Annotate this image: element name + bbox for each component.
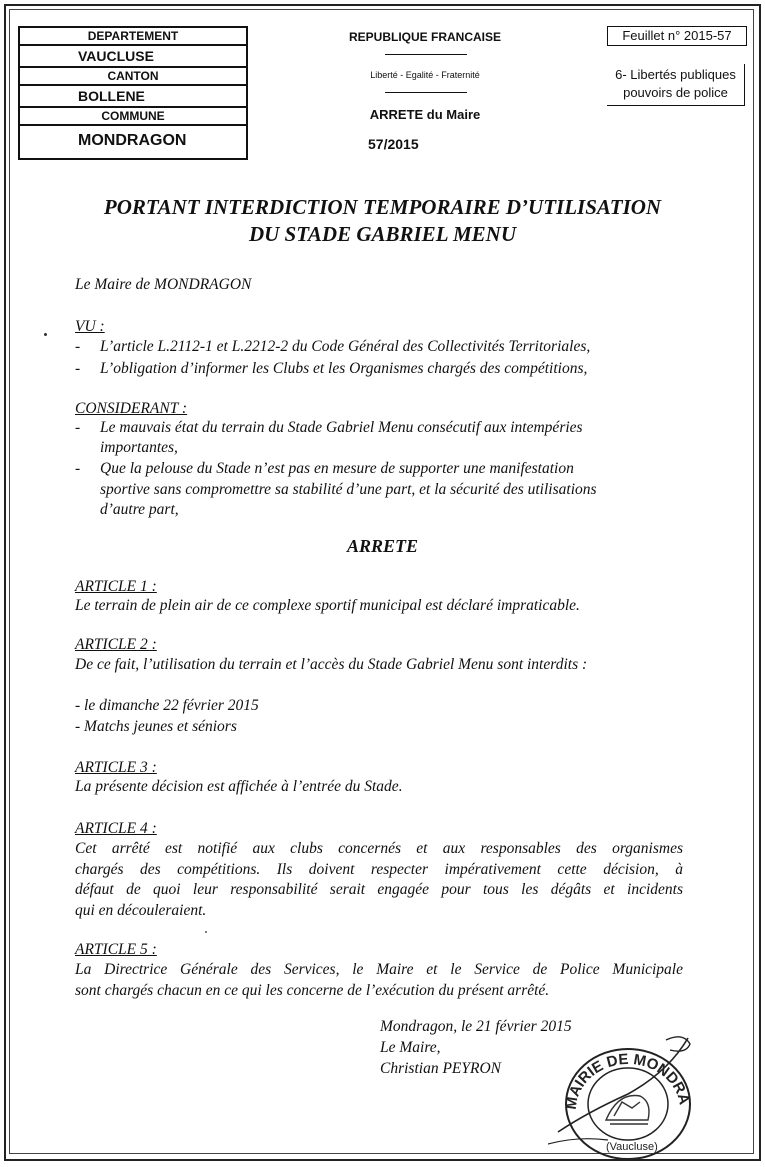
departement-value: VAUCLUSE <box>20 46 246 68</box>
feuillet-box: Feuillet n° 2015-57 <box>607 26 747 46</box>
article-5-heading: ARTICLE 5 : <box>75 941 157 958</box>
departement-label: DEPARTEMENT <box>20 28 246 46</box>
article-4-line-1: Cet arrêté est notifié aux clubs concernés et aux responsables des organismes <box>75 840 683 857</box>
signature-name: Christian PEYRON <box>380 1060 502 1077</box>
rubrique-line-1: 6- Libertés publiques <box>615 67 736 82</box>
considerant-item-2-line-3: d’autre part, <box>100 501 179 518</box>
arrete-heading: ARRETE <box>346 536 419 556</box>
canton-label: CANTON <box>20 68 246 86</box>
devise-text: Liberté - Egalité - Fraternité <box>370 70 480 80</box>
commune-value: MONDRAGON <box>78 132 187 149</box>
article-3-text: La présente décision est affichée à l’entrée du Stade. <box>75 778 403 795</box>
intro-text: Le Maire de MONDRAGON <box>75 276 252 293</box>
bullet-dash: - <box>75 460 81 477</box>
header-divider-1 <box>385 54 467 55</box>
considerant-item-1-line-2: importantes, <box>100 439 178 456</box>
scan-speck <box>44 333 47 336</box>
signature-place-date: Mondragon, le 21 février 2015 <box>380 1018 572 1035</box>
article-4-line-3: défaut de quoi leur responsabilité serait engagée pour tous les dégâts et incidents <box>75 881 683 898</box>
article-4-line-4: qui en découleraient. <box>75 902 207 919</box>
article-5-line-1: La Directrice Générale des Services, le Maire et le Service de Police Municipale <box>75 961 683 978</box>
arrete-du-maire-label: ARRETE du Maire <box>369 107 481 122</box>
republique-heading: REPUBLIQUE FRANCAISE <box>348 30 501 44</box>
article-2-heading: ARTICLE 2 : <box>75 636 157 653</box>
signature-role: Le Maire, <box>380 1039 441 1056</box>
arrete-number: 57/2015 <box>368 136 419 152</box>
official-stamp-seal <box>548 1032 698 1162</box>
svg-text:(Vaucluse): (Vaucluse) <box>606 1141 658 1153</box>
commune-label: COMMUNE <box>20 108 246 126</box>
vu-item-1: L’article L.2112-1 et L.2212-2 du Code Général des Collectivités Territoriales, <box>100 338 591 355</box>
article-3-heading: ARTICLE 3 : <box>75 759 157 776</box>
scan-speck <box>205 931 207 933</box>
rubrique-box <box>607 64 745 106</box>
document-title-line-2: DU STADE GABRIEL MENU <box>248 222 517 246</box>
considerant-item-2-line-1: Que la pelouse du Stade n’est pas en mesure de supporter une manifestation <box>100 460 574 477</box>
bullet-dash: - <box>75 338 81 355</box>
article-2-item-1: - le dimanche 22 février 2015 <box>75 697 259 714</box>
vu-item-2: L’obligation d’informer les Clubs et les Organismes chargés des compétitions, <box>100 360 588 377</box>
bullet-dash: - <box>75 419 81 436</box>
article-2-text: De ce fait, l’utilisation du terrain et l’accès du Stade Gabriel Menu sont interdits : <box>75 656 588 673</box>
header-divider-2 <box>385 92 467 93</box>
article-4-heading: ARTICLE 4 : <box>75 820 157 837</box>
considerant-heading: CONSIDERANT : <box>75 400 188 417</box>
svg-text:MAIRIE DE MONDRAGON: MAIRIE DE MONDRA <box>562 1050 693 1111</box>
rubrique-line-2: pouvoirs de police <box>623 85 728 100</box>
considerant-item-1-line-1: Le mauvais état du terrain du Stade Gabriel Menu consécutif aux intempéries <box>100 419 583 436</box>
document-title-line-1: PORTANT INTERDICTION TEMPORAIRE D’UTILISATION <box>103 195 662 219</box>
canton-value: BOLLENE <box>20 86 246 108</box>
article-4-line-2: chargés des compétitions. Ils doivent respecter impérativement cette décision, à <box>75 861 683 878</box>
article-1-text: Le terrain de plein air de ce complexe sportif municipal est déclaré impraticable. <box>75 597 580 614</box>
article-2-item-2: - Matchs jeunes et séniors <box>75 718 237 735</box>
considerant-item-2-line-2: sportive sans compromettre sa stabilité d’une part, et la sécurité des utilisations <box>100 481 597 498</box>
administrative-header-block <box>18 26 248 160</box>
article-1-heading: ARTICLE 1 : <box>75 578 157 595</box>
vu-heading: VU : <box>75 318 105 335</box>
article-5-line-2: sont chargés chacun en ce qui les concerne de l’exécution du présent arrêté. <box>75 982 550 999</box>
bullet-dash: - <box>75 360 81 377</box>
